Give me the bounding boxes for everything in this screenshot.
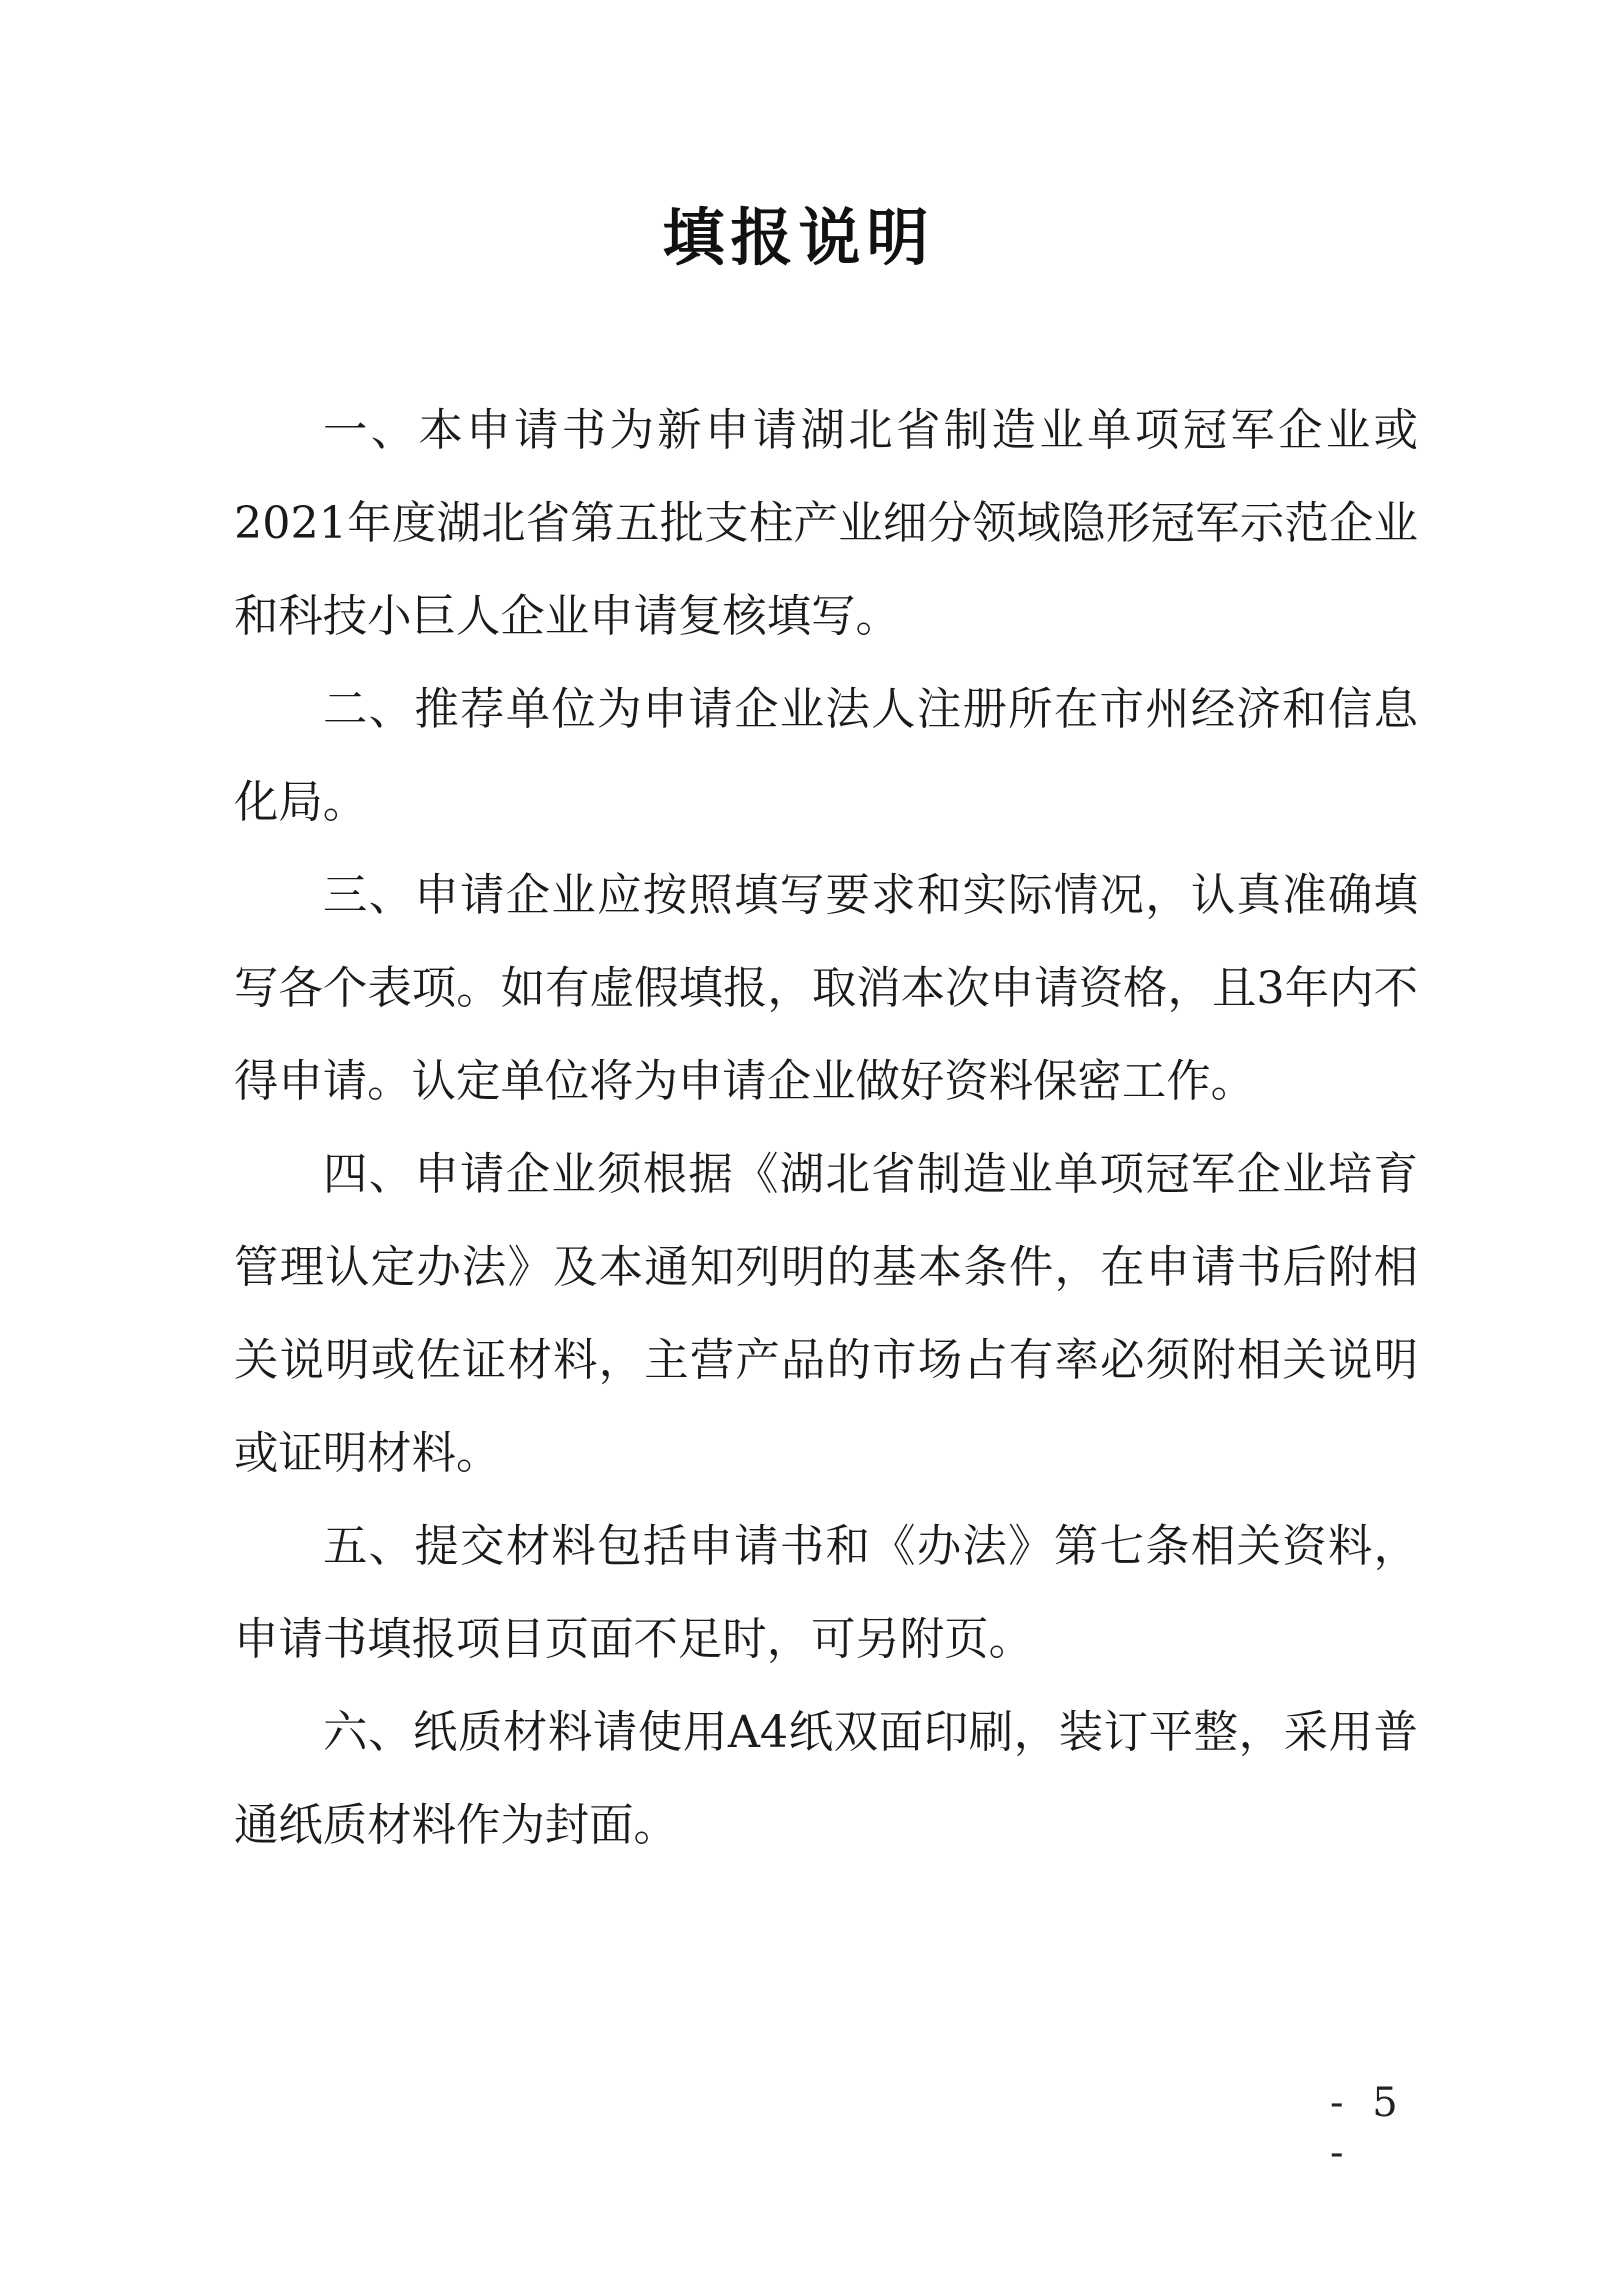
instruction-paragraph-4: 四、申请企业须根据《湖北省制造业单项冠军企业培育管理认定办法》及本通知列明的基本条件，在申请书后附相关说明或佐证材料，主营产品的市场占有率必须附相关说明或证明材料。 (234, 1149, 1418, 1479)
instruction-paragraph-3: 三、申请企业应按照填写要求和实际情况，认真准确填写各个表项。如有虚假填报，取消本次申请资格，且3年内不得申请。认定单位将为申请企业做好资料保密工作。 (234, 870, 1418, 1107)
instruction-paragraph-2: 二、推荐单位为申请企业法人注册所在市州经济和信息化局。 (234, 684, 1418, 828)
instruction-paragraph-6: 六、纸质材料请使用A4纸双面印刷，装订平整，采用普通纸质材料作为封面。 (234, 1707, 1418, 1851)
instruction-paragraph-5: 五、提交材料包括申请书和《办法》第七条相关资料，申请书填报项目页面不足时，可另附页。 (234, 1521, 1418, 1665)
page-title: 填报说明 (662, 201, 935, 274)
instruction-paragraph-1: 一、本申请书为新申请湖北省制造业单项冠军企业或2021年度湖北省第五批支柱产业细分领域隐形冠军示范企业和科技小巨人企业申请复核填写。 (234, 405, 1418, 642)
page-number: - 5 - (1330, 2080, 1406, 2176)
instructions-body (234, 384, 1418, 1872)
